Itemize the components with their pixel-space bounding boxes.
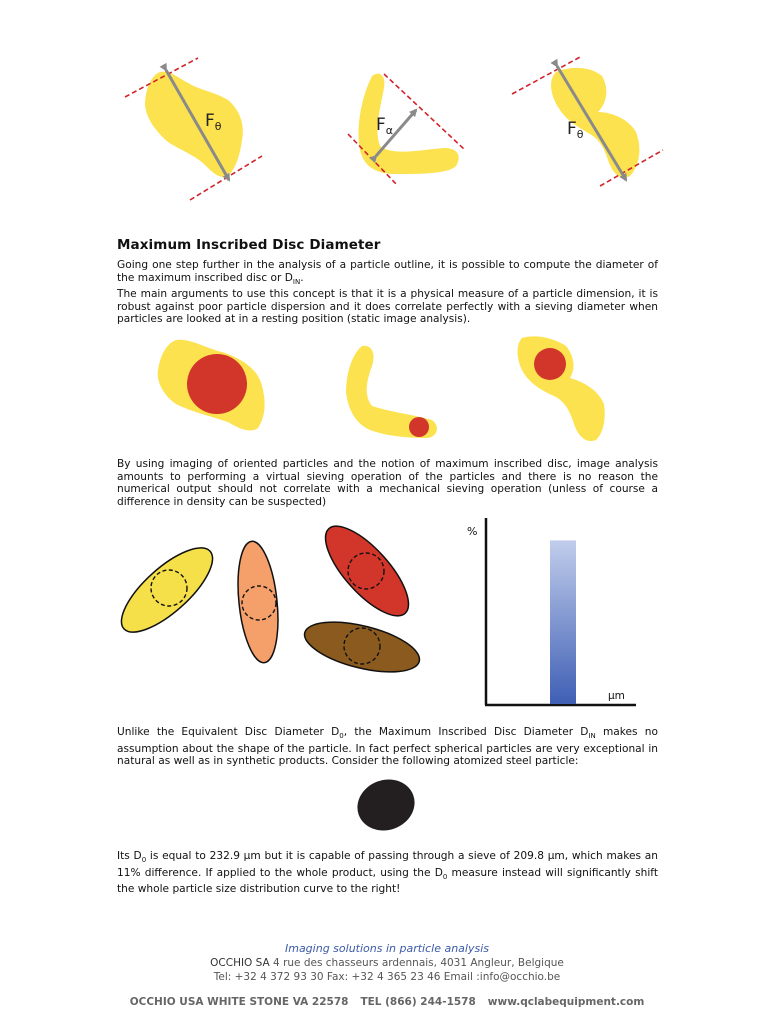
paragraph-1-text: Going one step further in the analysis of a particle outline, it is possible to compute the diameter of the maximum inscribed disc or D	[117, 259, 658, 284]
footer-web-link[interactable]: www.qclabequipment.com	[487, 996, 645, 1008]
section-heading: Maximum Inscribed Disc Diameter	[117, 237, 381, 253]
paragraph-3: By using imaging of oriented particles and the notion of maximum inscribed disc, image analysis amounts to performing a virtual sieving operation of the particles and there is no reason the numerical output should not correlate with a mechanical sieving operation (unless of course a difference in density can be suspected)	[117, 458, 658, 508]
footer-tagline: Imaging solutions in particle analysis	[284, 942, 490, 955]
paragraph-5-sub-2: 0	[442, 872, 448, 881]
feret-label-1: $F_\theta$	[205, 111, 222, 133]
particle-2	[359, 74, 459, 174]
chart-xlabel: µm	[608, 690, 625, 702]
footer-company: OCCHIO SA	[210, 957, 270, 969]
paragraph-1-sub: IN	[292, 277, 301, 286]
paragraph-4-text-a: Unlike the Equivalent Disc Diameter D	[117, 726, 340, 738]
inscribed-disc-2	[409, 417, 429, 437]
paragraph-1-end: .	[300, 271, 304, 284]
inscribed-particle-3	[518, 336, 605, 441]
paragraph-5	[117, 850, 658, 896]
footer-address	[0, 957, 774, 969]
paragraph-5-sub-1: 0	[141, 856, 147, 865]
paragraph-4-sub-1: 0	[339, 732, 344, 741]
footer-tel: TEL (866) 244-1578	[360, 996, 476, 1008]
paragraph-4-text-b: , the Maximum Inscribed Disc Diameter D	[343, 726, 589, 738]
feret-caliper-2a	[384, 74, 465, 150]
paragraph-4-sub-2: IN	[588, 732, 596, 741]
paragraph-5-text-c: measure instead will significantly shift the whole particle size distribution curve to the right!	[117, 866, 658, 896]
footer-usa-line	[0, 996, 774, 1008]
footer-address-text: 4 rue des chasseurs ardennais, 4031 Angleur, Belgique	[269, 957, 564, 969]
particle-1	[145, 72, 243, 177]
size-distribution-chart	[0, 512, 774, 712]
footer-usa: OCCHIO USA WHITE STONE VA 22578	[129, 996, 349, 1008]
particle-3	[551, 68, 639, 178]
paragraph-4	[117, 726, 658, 768]
paragraph-2: The main arguments to use this concept is that it is a physical measure of a particle dimension, it is robust against poor particle dispersion and it does correlate perfectly with a sieving diameter when particles are looked at in a resting position (static image analysis).	[117, 288, 658, 326]
feret-diameter-figure	[0, 0, 774, 220]
inscribed-disc-figure	[0, 330, 774, 450]
paragraph-1	[117, 259, 658, 326]
chart-bar	[550, 540, 576, 704]
footer-contact: Tel: +32 4 372 93 30 Fax: +32 4 365 23 46 Email :info@occhio.be	[213, 971, 561, 983]
paragraph-4-text-c: makes no assumption about the shape of the particle. In fact perfect spherical particles are very exceptional in natural as well as in synthetic products. Consider the following atomized steel particle:	[117, 726, 658, 768]
chart-ylabel: %	[467, 525, 478, 538]
paragraph-5-text-a: Its D	[117, 850, 142, 862]
inscribed-disc-3	[534, 348, 566, 380]
inscribed-disc-1	[187, 354, 247, 414]
paragraph-5-text-b: is equal to 232.9 µm but it is capable of passing through a sieve of 209.8 µm, which makes an 11% difference. If applied to the whole product, using the D	[117, 850, 659, 879]
feret-label-2: $F_\alpha$	[376, 115, 394, 137]
steel-particle-figure	[0, 772, 774, 842]
feret-label-3: $F_\theta$	[567, 119, 584, 141]
steel-particle	[350, 772, 422, 839]
